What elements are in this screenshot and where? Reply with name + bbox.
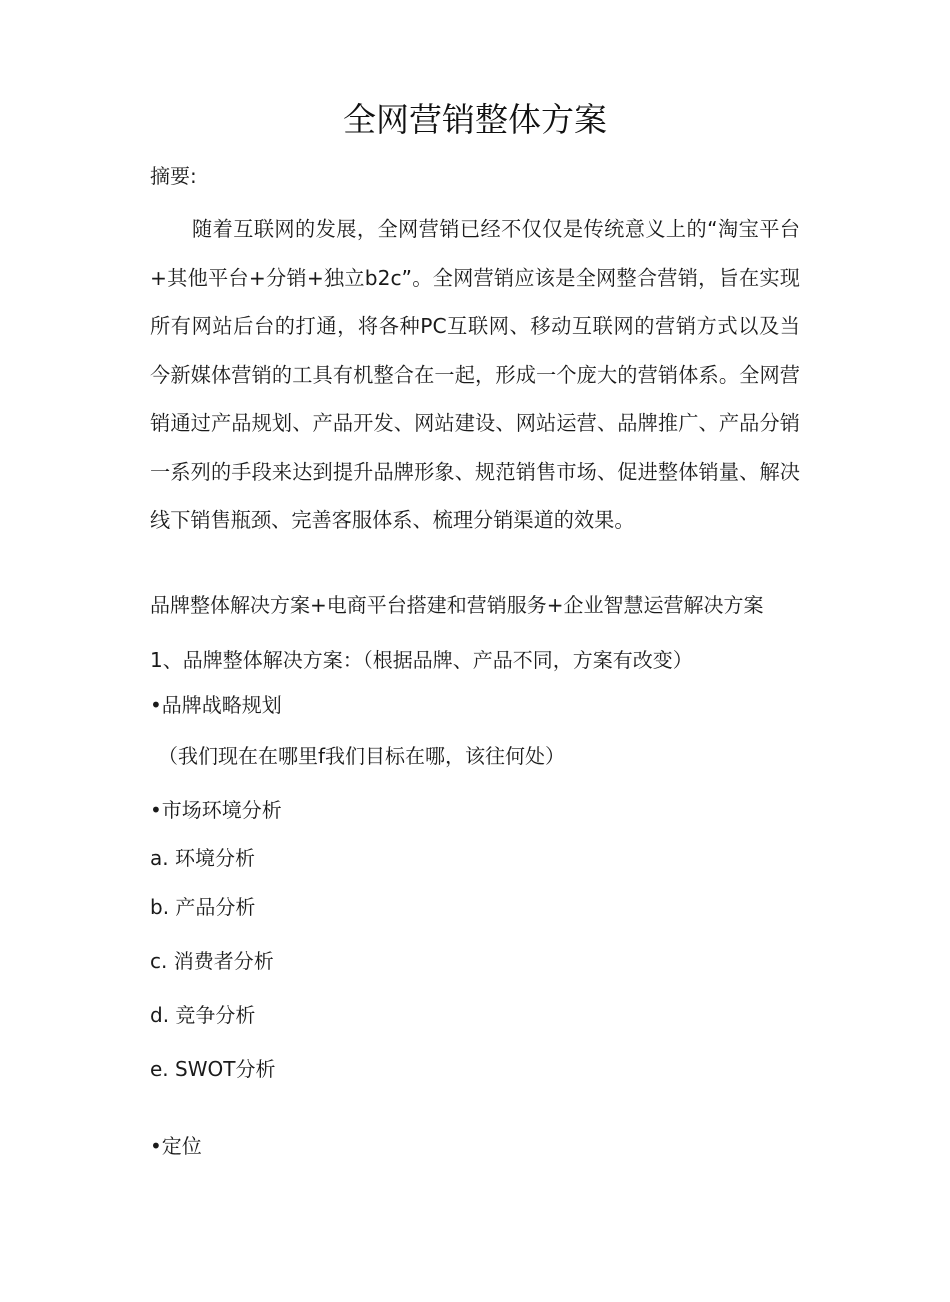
page-title: 全网营销整体方案 (343, 100, 607, 139)
list-item-consumer: c. 消费者分析 (150, 949, 274, 973)
strategy-note: （我们现在在哪里f我们目标在哪，该往何处） (158, 744, 566, 768)
bullet-market-analysis: •市场环境分析 (150, 798, 282, 822)
solutions-heading: 品牌整体解决方案+电商平台搭建和营销服务+企业智慧运营解决方案 (150, 593, 764, 617)
abstract-paragraph: 随着互联网的发展，全网营销已经不仅仅是传统意义上的“淘宝平台+其他平台+分销+独立b2c”。全网营销应该是全网整合营销，旨在实现所有网站后台的打通，将各种PC互联网、移动互联网的营销方式以及当今新媒体营销的工具有机整合在一起，形成一个庞大的营销体系。全网营销通过产品规划、产品开发、网站建设、网站运营、品牌推广、产品分销一系列的手段来达到提升品牌形象、规范销售市场、促进整体销量、解决线下销售瓶颈、完善客服体系、梳理分销渠道的效果。 (150, 217, 800, 532)
section-1-heading: 1、品牌整体解决方案：（根据品牌、产品不同，方案有改变） (150, 648, 693, 672)
list-item-swot: e. SWOT分析 (150, 1057, 276, 1081)
list-item-environment: a. 环境分析 (150, 846, 255, 870)
list-item-product: b. 产品分析 (150, 895, 256, 919)
bullet-brand-strategy: •品牌战略规划 (150, 693, 282, 717)
bullet-positioning: •定位 (150, 1134, 202, 1158)
list-item-competition: d. 竞争分析 (150, 1003, 256, 1027)
abstract-label: 摘要: (150, 164, 197, 188)
